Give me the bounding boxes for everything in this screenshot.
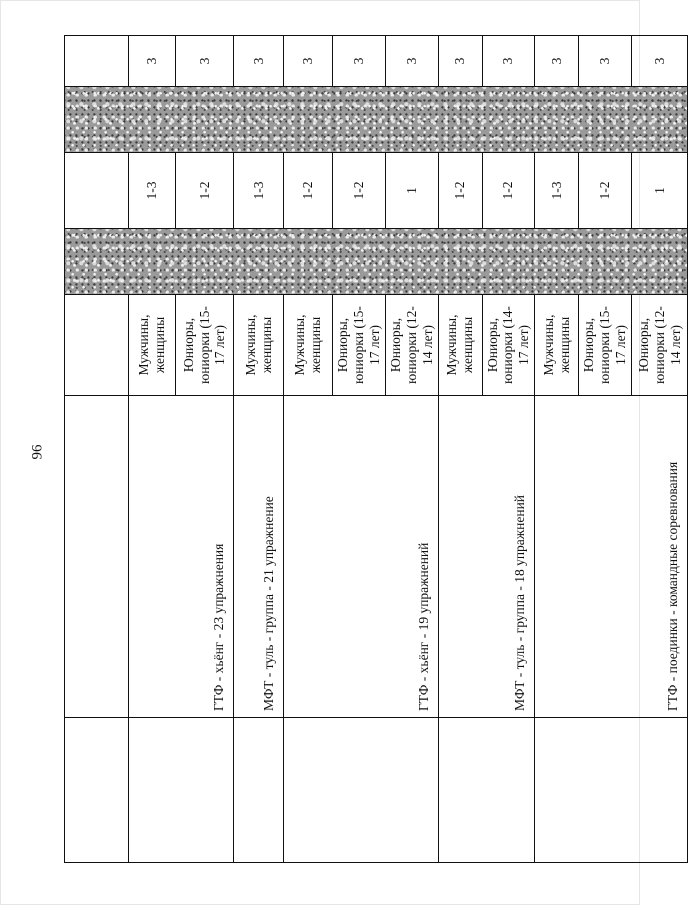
empty-cell [234,718,284,863]
table-row [234,36,284,863]
score-cell: 3 [579,36,632,87]
page-number: 96 [29,444,46,460]
shaded-column-cell [65,87,688,153]
rank-cell: 1-2 [438,153,482,229]
empty-cell [65,153,129,229]
age-group-cell: Юниоры, юниорки (15-17 лет) [333,295,386,396]
discipline-cell: ГТФ - поединки - командные соревнования [535,396,688,718]
score-cell: 3 [438,36,482,87]
rank-cell: 1-3 [234,153,284,229]
age-group-cell: Мужчины, женщины [234,295,284,396]
score-cell: 3 [482,36,535,87]
rank-cell: 1-2 [579,153,632,229]
age-group-cell: Мужчины, женщины [438,295,482,396]
discipline-cell: МФТ - туль - группа - 18 упражнений [438,396,535,718]
empty-cell [129,718,234,863]
table-row [129,36,176,863]
empty-cell [65,718,129,863]
rank-cell: 1-3 [535,153,579,229]
table-row [284,36,333,863]
age-group-cell: Юниоры, юниорки (12-14 лет) [632,295,688,396]
rank-cell: 1-2 [176,153,234,229]
table-row [535,36,579,863]
rank-cell: 1 [632,153,688,229]
discipline-cell: ГТФ - хьёнг - 19 упражнений [284,396,439,718]
discipline-cell: МФТ - туль - группа - 21 упражнение [234,396,284,718]
empty-cell [438,718,535,863]
rank-cell: 1-2 [284,153,333,229]
age-group-cell: Мужчины, женщины [129,295,176,396]
age-group-cell: Юниоры, юниорки (12-14 лет) [385,295,438,396]
age-group-cell: Юниоры, юниорки (15-17 лет) [176,295,234,396]
table-frame [64,36,683,863]
score-cell: 3 [176,36,234,87]
table-row [65,36,129,863]
score-cell: 3 [632,36,688,87]
shaded-column-cell [65,229,688,295]
rank-cell: 1-3 [129,153,176,229]
empty-cell [65,396,129,718]
rank-cell: 1-2 [333,153,386,229]
rank-cell: 1-2 [482,153,535,229]
score-cell: 3 [385,36,438,87]
score-cell: 3 [234,36,284,87]
empty-cell [65,295,129,396]
age-group-cell: Мужчины, женщины [535,295,579,396]
score-cell: 3 [333,36,386,87]
age-group-cell: Юниоры, юниорки (14-17 лет) [482,295,535,396]
empty-cell [284,718,439,863]
score-cell: 3 [129,36,176,87]
rotated-table-wrapper [64,36,683,863]
table-row [438,36,482,863]
discipline-cell: ГТФ - хьёнг - 23 упражнения [129,396,234,718]
empty-cell [535,718,688,863]
age-group-cell: Юниоры, юниорки (15-17 лет) [579,295,632,396]
score-cell: 3 [535,36,579,87]
age-group-cell: Мужчины, женщины [284,295,333,396]
empty-cell [65,36,129,87]
score-cell: 3 [284,36,333,87]
classification-table [64,35,688,863]
rank-cell: 1 [385,153,438,229]
